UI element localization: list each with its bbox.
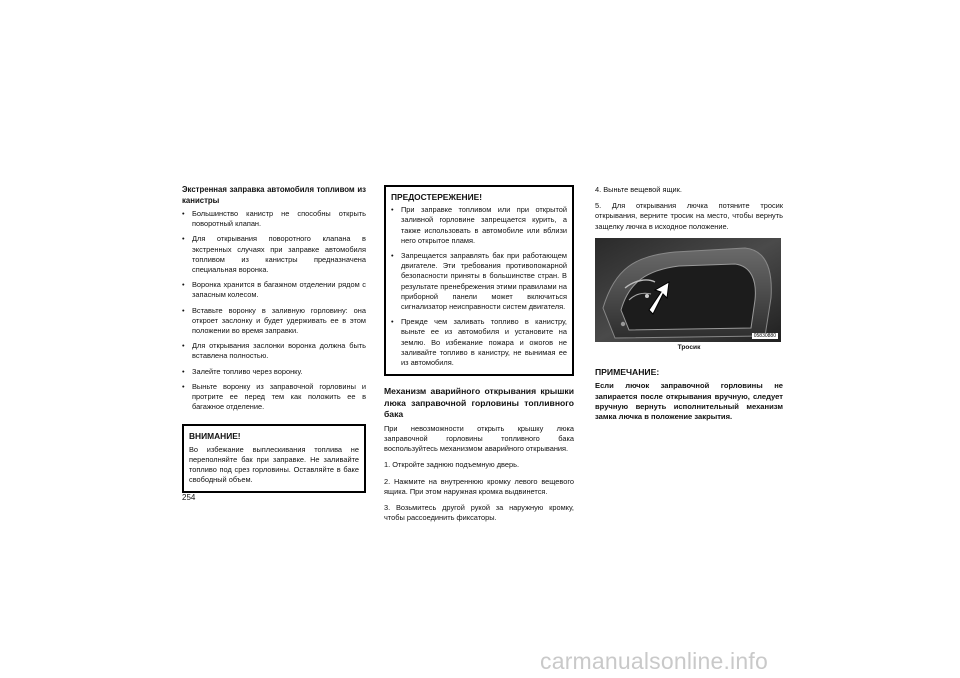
list-item: • Выньте воронку из заправочной горловины и протрите ее перед тем как положить ее в багажное отделение. [182,381,366,412]
storage-bin-illustration [595,238,781,342]
warning-box [384,185,574,376]
list-item: • Большинство канистр не способны открыть поворотный клапан. [182,209,366,229]
bullet-icon: • [391,251,394,261]
release-cable-photo [595,238,781,342]
list-item: • Залейте топливо через воронку. [182,366,303,376]
emergency-release-intro: При невозможности открыть крышку люка заправочной горловины топливного бака воспользуйтесь механизмом аварийного открывания. [384,423,574,454]
emergency-refuel-heading: Экстренная заправка автомобиля топливом из канистры [182,185,366,205]
warning-list [391,205,567,368]
list-item: • Вставьте воронку в заливную горловину: она откроет заслонку и будет удерживать ее в этом положении во время заправки. [182,305,366,336]
bullet-icon: • [182,234,185,244]
list-item: • Воронка хранится в багажном отделении рядом с запасным колесом. [182,280,366,300]
note-text: Если лючок заправочной горловины не запирается после открывания вручную, следует вручную вернуть исполнительный механизм замка лючка в положение закрытия. [595,381,783,422]
list-item: • Для открывания поворотного клапана в экстренных случаях при заправке автомобиля топливом из канистры предназначена специальная воронка. [182,234,366,275]
bullet-icon: • [182,366,185,376]
bullet-icon: • [182,381,185,391]
bullet-icon: • [182,341,185,351]
bullet-icon: • [391,317,394,327]
bullet-icon: • [391,205,394,215]
list-item: • Прежде чем заливать топливо в канистру, выньте ее из автомобиля и установите на землю. Во избежание пожара и ожогов не заливайте топливо в канистру, не вынимая ее из автомобиля. [391,317,567,368]
note-title: ПРИМЕЧАНИЕ: [595,367,660,378]
right-column [595,185,783,423]
step-1: 1. Откройте заднюю подъемную дверь. [384,460,519,470]
photo-caption: Тросик [677,343,701,351]
watermark: carmanualsonline.info [540,648,768,674]
page-number: 254 [182,493,196,502]
attention-box [182,424,366,493]
list-item: • При заправке топливом или при открытой заливной горловине запрещается курить, а также использовать в автомобиле или вблизи него открытое пламя. [391,205,567,245]
step-4: 4. Выньте вещевой ящик. [595,185,682,194]
bullet-icon: • [182,209,185,218]
list-item: • Для открывания заслонки воронка должна быть вставлена полностью. [182,341,366,361]
warning-title: ПРЕДОСТЕРЕЖЕНИЕ! [391,192,482,202]
left-column [182,185,366,493]
list-item: • Запрещается заправлять бак при работающем двигателе. Эти требования противопожарной безопасности приняты в большинстве стран. В результате пренебрежения этими правилами на приборной панели может включиться сигнализатор неисправности систем двигателя. [391,251,567,312]
attention-text: Во избежание выплескивания топлива не переполняйте бак при заправке. Не заливайте топливо под срез горловины. Оставляйте в баке свободный объем. [189,444,359,485]
emergency-release-heading: Механизм аварийного открывания крышки люка заправочной горловины топливного бака [384,386,574,420]
bullet-icon: • [182,305,185,315]
image-code: 05830880 [753,332,776,339]
step-5: 5. Для открывания лючка потяните тросик открывания, верните тросик на место, чтобы вернуть защелку лючка в исходное положение. [595,201,783,231]
middle-column [384,185,574,529]
step-3: 3. Возьмитесь другой рукой за наружную кромку, чтобы рассоединить фиксаторы. [384,502,574,523]
attention-title: ВНИМАНИЕ! [189,431,241,442]
emergency-refuel-list [182,209,366,412]
step-2: 2. Нажмите на внутреннюю кромку левого вещевого ящика. При этом наружная кромка выдвинется. [384,476,574,496]
bullet-icon: • [182,280,185,290]
